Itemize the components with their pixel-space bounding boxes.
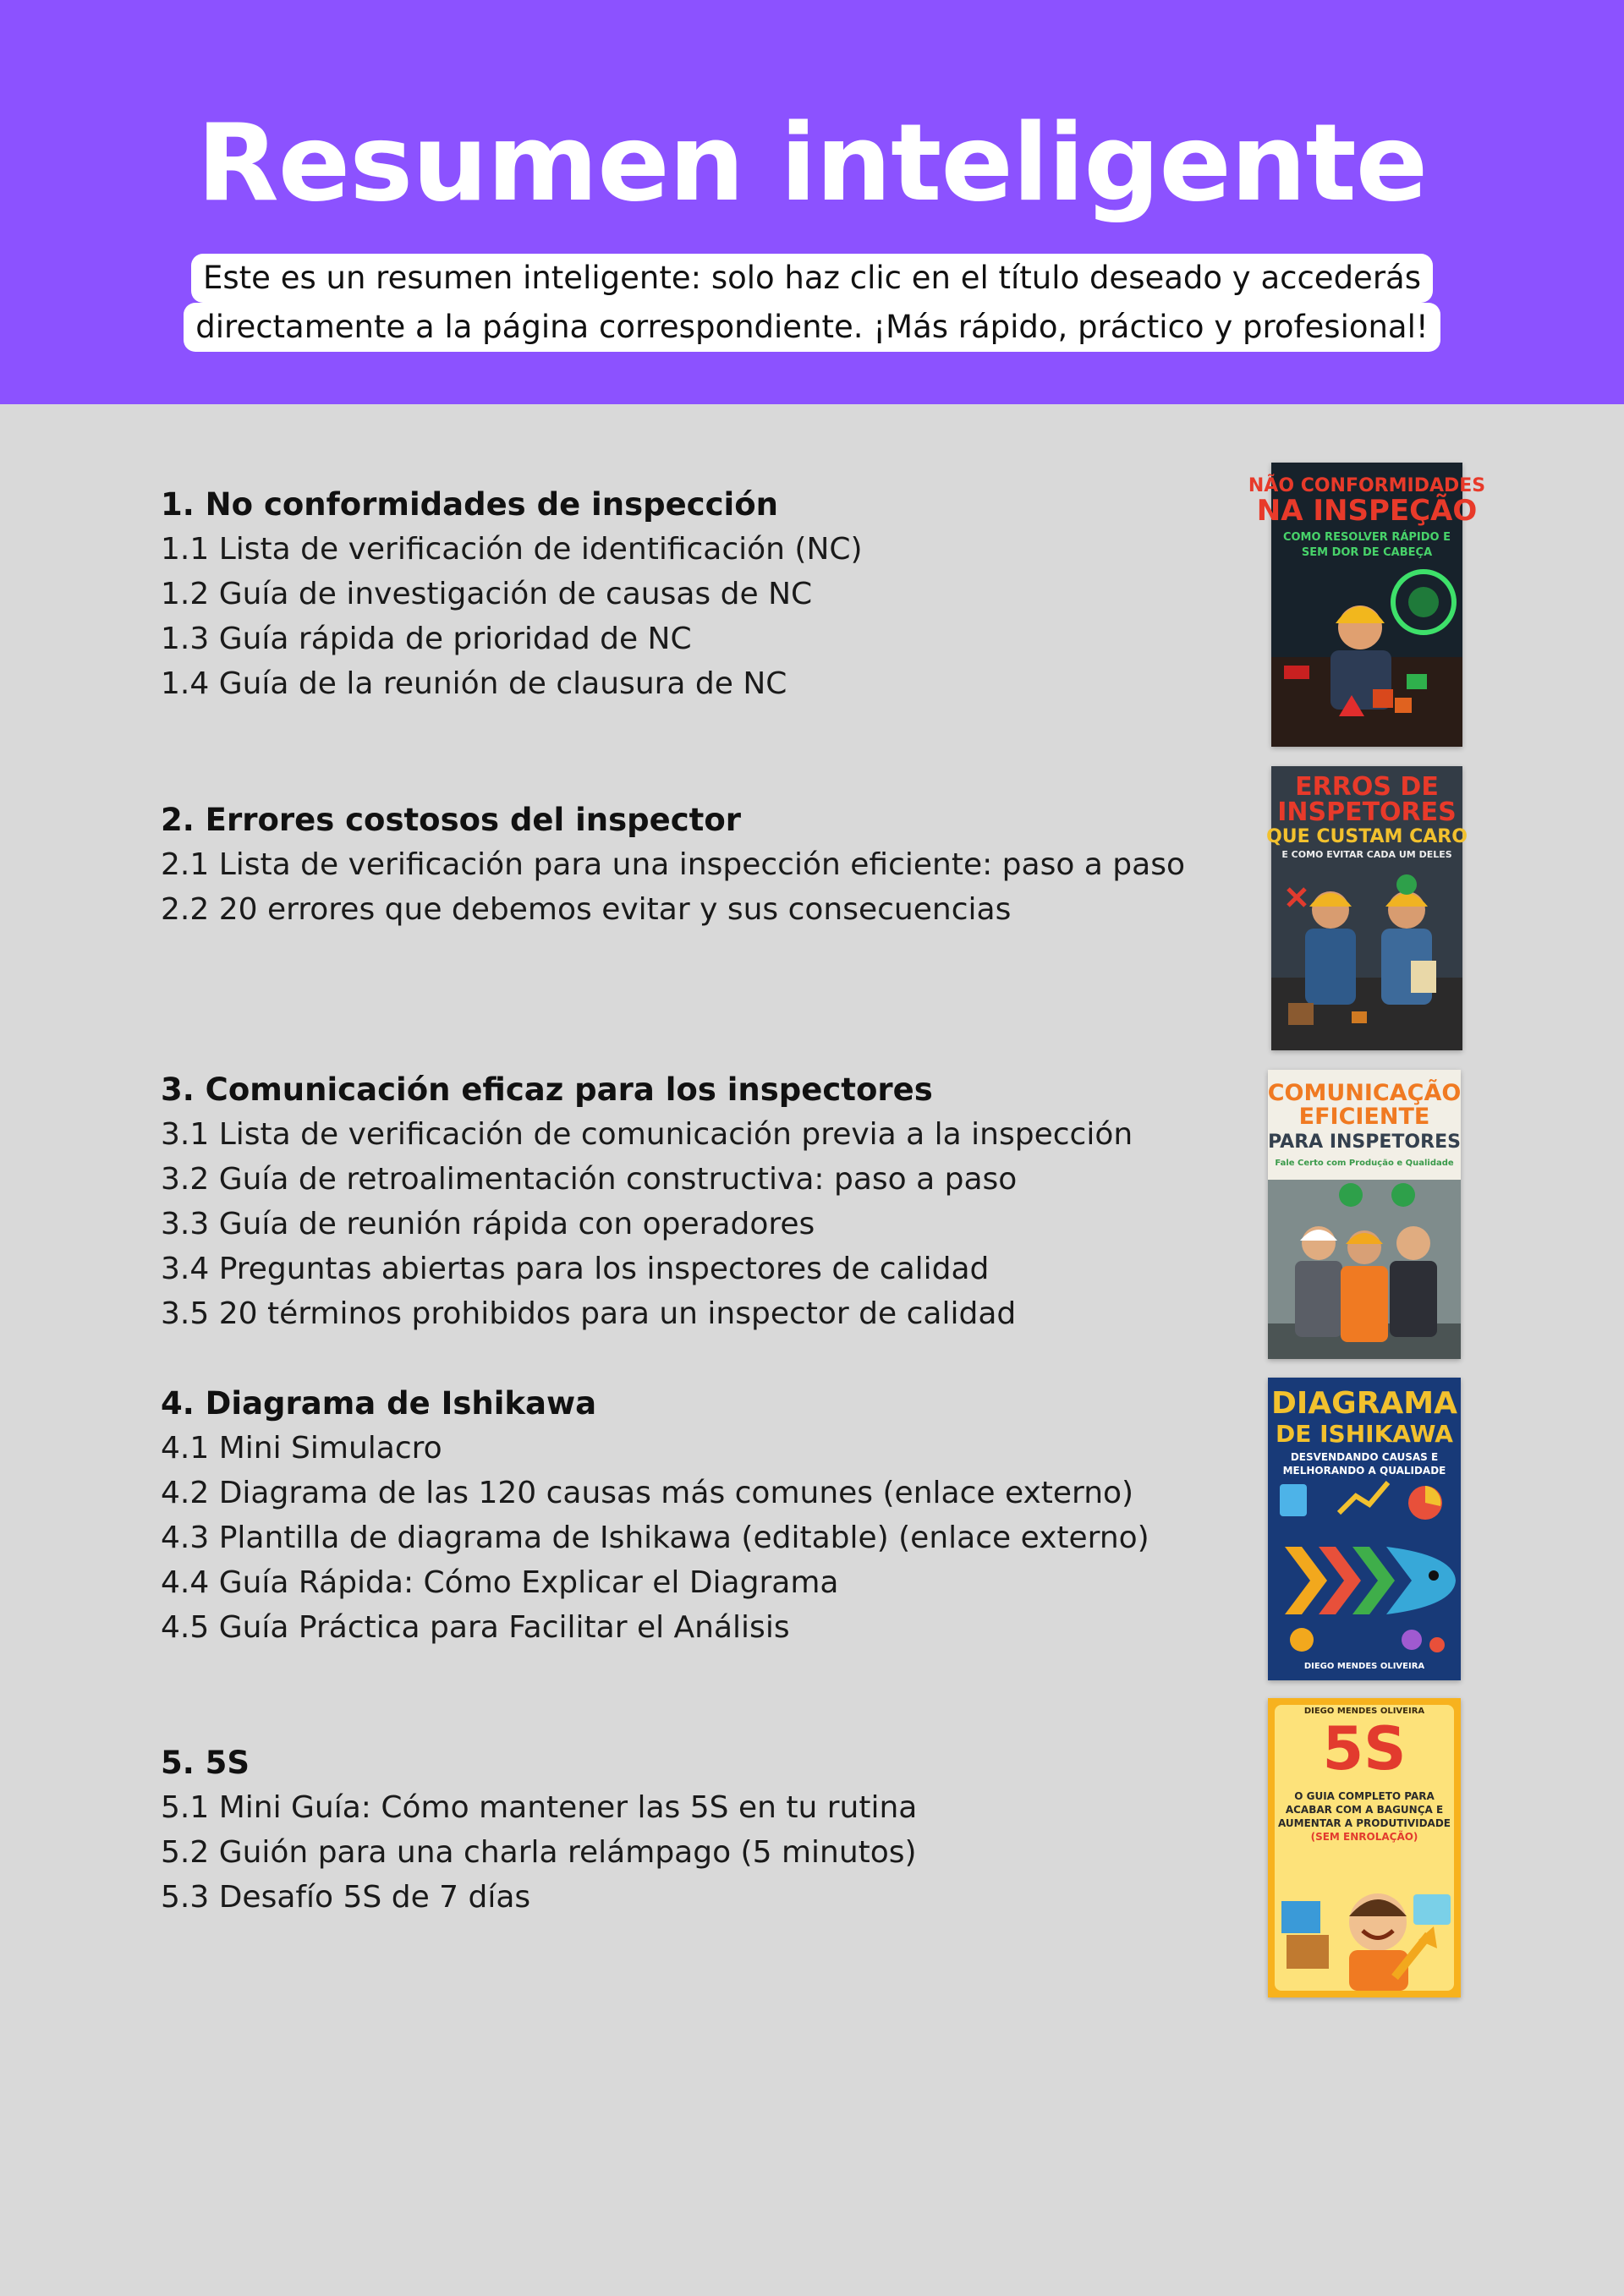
section-item[interactable]: 3.2 Guía de retroalimentación constructiva: paso a paso: [161, 1162, 1018, 1197]
section-item[interactable]: 5.2 Guión para una charla relámpago (5 minutos): [161, 1835, 917, 1870]
cover-text: ERROS DE: [1295, 772, 1439, 802]
cover-text: DIAGRAMA: [1271, 1386, 1457, 1421]
section-item[interactable]: 5.1 Mini Guía: Cómo mantener las 5S en tu rutina: [161, 1790, 918, 1825]
section-title[interactable]: 1. No conformidades de inspección: [161, 486, 778, 523]
section-title[interactable]: 2. Errores costosos del inspector: [161, 802, 741, 838]
section-1: [161, 482, 1260, 706]
cover-text: O GUIA COMPLETO PARA: [1294, 1790, 1435, 1802]
cover-text: 5S: [1322, 1714, 1407, 1784]
cover-text: AUMENTAR A PRODUTIVIDADE: [1277, 1817, 1451, 1829]
cover-text: DIEGO MENDES OLIVEIRA: [1303, 1707, 1425, 1716]
cover-text: SEM DOR DE CABEÇA: [1301, 546, 1433, 559]
cover-text: COMUNICAÇÃO: [1267, 1080, 1462, 1106]
subtitle-line-2: directamente a la página correspondiente. ¡Más rápido, práctico y profesional!: [184, 303, 1440, 352]
cover-text: EFICIENTE: [1298, 1104, 1430, 1130]
section-item[interactable]: 1.4 Guía de la reunión de clausura de NC: [161, 666, 787, 701]
section-item[interactable]: 3.4 Preguntas abiertas para los inspectores de calidad: [161, 1252, 990, 1286]
section-2: [161, 797, 1260, 932]
cover-text: NÃO CONFORMIDADES: [1248, 475, 1486, 496]
section-item[interactable]: 1.3 Guía rápida de prioridad de NC: [161, 622, 692, 656]
page-title: Resumen inteligente: [196, 101, 1428, 225]
subtitle-box: [0, 254, 1624, 352]
cover-image-erros[interactable]: [1266, 766, 1468, 1050]
subtitle-line-1: Este es un resumen inteligente: solo haz clic en el título deseado y accederás: [191, 254, 1433, 303]
section-3: [161, 1067, 1260, 1336]
section-item[interactable]: 3.1 Lista de verificación de comunicación previa a la inspección: [161, 1117, 1133, 1152]
cover-text: MELHORANDO A QUALIDADE: [1282, 1465, 1446, 1477]
section-item[interactable]: 4.3 Plantilla de diagrama de Ishikawa (editable) (enlace externo): [161, 1521, 1149, 1555]
cover-text: DESVENDANDO CAUSAS E: [1290, 1451, 1439, 1463]
section-item[interactable]: 5.3 Desafío 5S de 7 días: [161, 1880, 531, 1915]
section-item[interactable]: 1.2 Guía de investigación de causas de NC: [161, 577, 813, 611]
cover-text: ACABAR COM A BAGUNÇA E: [1285, 1804, 1444, 1816]
cover-text: DE ISHIKAWA: [1276, 1420, 1453, 1448]
cover-image-nc[interactable]: [1248, 463, 1486, 747]
cover-text: PARA INSPETORES: [1268, 1132, 1461, 1153]
section-item[interactable]: 3.3 Guía de reunión rápida con operadores: [161, 1207, 815, 1241]
cover-image-5s[interactable]: [1268, 1698, 1461, 1997]
section-5: [161, 1740, 1260, 1920]
cover-text: NA INSPEÇÃO: [1256, 494, 1478, 528]
cover-text: DIEGO MENDES OLIVEIRA: [1303, 1662, 1425, 1671]
section-title[interactable]: 3. Comunicación eficaz para los inspectores: [161, 1071, 933, 1108]
section-title[interactable]: 5. 5S: [161, 1745, 250, 1781]
section-item[interactable]: 4.2 Diagrama de las 120 causas más comunes (enlace externo): [161, 1476, 1134, 1510]
section-item[interactable]: 4.5 Guía Práctica para Facilitar el Análisis: [161, 1610, 790, 1645]
cover-text: Fale Certo com Produção e Qualidade: [1275, 1159, 1454, 1168]
section-4: [161, 1381, 1260, 1650]
cover-text: COMO RESOLVER RÁPIDO E: [1282, 531, 1451, 544]
section-item[interactable]: 2.2 20 errores que debemos evitar y sus consecuencias: [161, 892, 1012, 927]
section-item[interactable]: 3.5 20 términos prohibidos para un inspector de calidad: [161, 1296, 1017, 1331]
cover-image-comunicacao[interactable]: [1268, 1070, 1461, 1359]
section-item[interactable]: 2.1 Lista de verificación para una inspección eficiente: paso a paso: [161, 847, 1185, 882]
cover-text: (SEM ENROLAÇÃO): [1310, 1831, 1418, 1843]
cover-text: QUE CUSTAM CARO: [1266, 826, 1468, 847]
header-banner: [0, 0, 1624, 404]
cover-text: E COMO EVITAR CADA UM DELES: [1281, 849, 1452, 860]
cover-image-ishikawa[interactable]: [1268, 1378, 1461, 1680]
cover-text: INSPETORES: [1277, 797, 1457, 827]
section-item[interactable]: 4.4 Guía Rápida: Cómo Explicar el Diagrama: [161, 1565, 839, 1600]
section-title[interactable]: 4. Diagrama de Ishikawa: [161, 1385, 597, 1422]
section-item[interactable]: 1.1 Lista de verificación de identificación (NC): [161, 532, 863, 567]
section-item[interactable]: 4.1 Mini Simulacro: [161, 1431, 442, 1466]
